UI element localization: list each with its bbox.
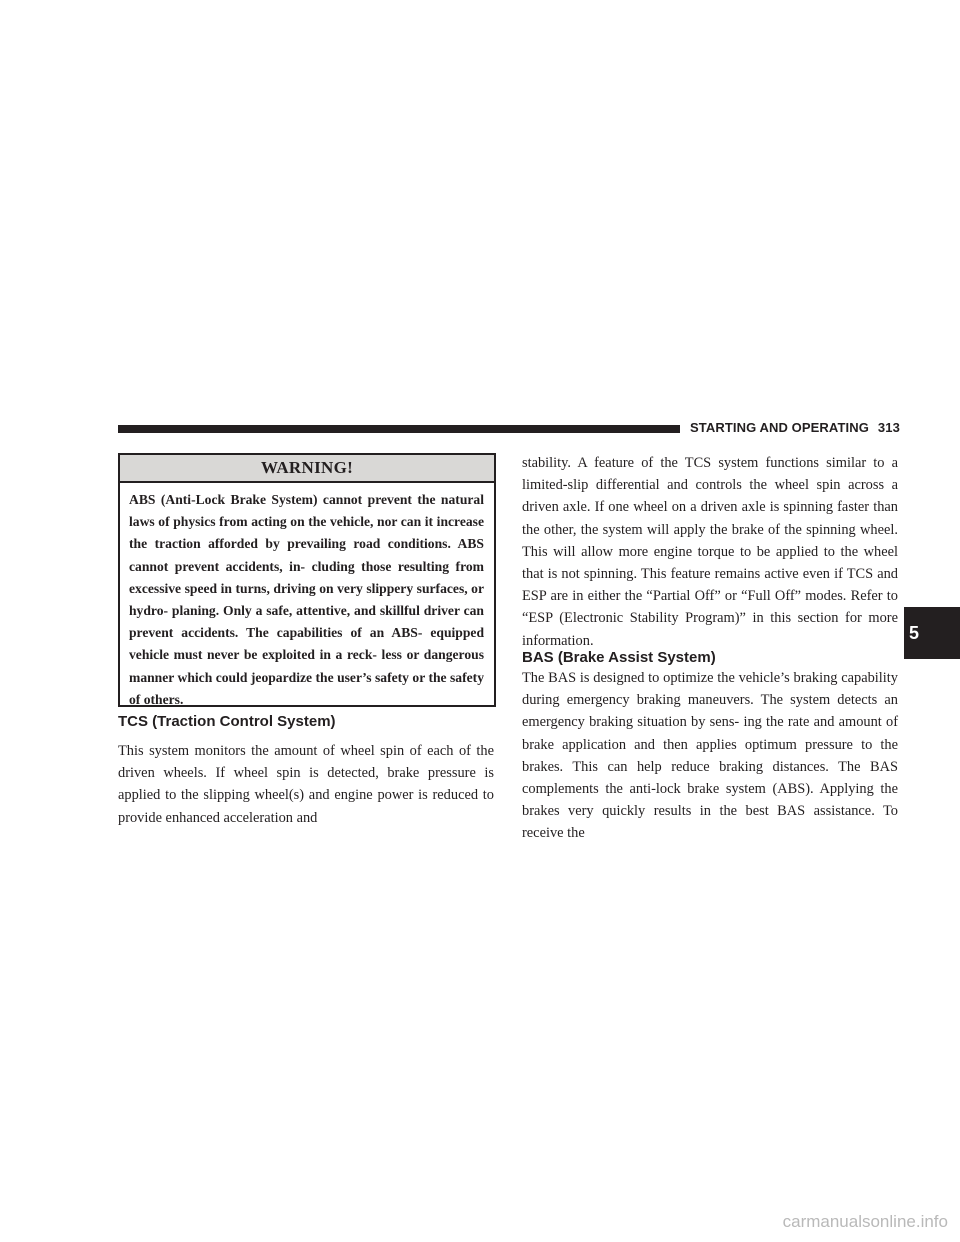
tcs-paragraph: This system monitors the amount of wheel spin of each of the driven wheels. If wheel spin is detected, brake pressure is applied to the slipping wheel(s) and engine power is reduced to provide enhanced acceleration and	[118, 743, 494, 826]
section-title: STARTING AND OPERATING	[690, 420, 869, 435]
page-number: 313	[877, 420, 900, 435]
header-rule	[118, 425, 680, 433]
watermark: carmanualsonline.info	[782, 1212, 948, 1231]
running-header	[690, 420, 900, 435]
warning-box	[118, 453, 496, 707]
bas-heading: BAS (Brake Assist System)	[522, 649, 716, 666]
warning-body: ABS (Anti-Lock Brake System) cannot prevent the natural laws of physics from acting on the vehicle, nor can it increase the traction afforded by prevailing road conditions. ABS cannot prevent accidents, in- cluding those resulting from excessive speed in turns, driving on very slippery surfaces, or hydro- planing. Only a safe, attentive, and skillful driver can prevent accidents. The capabilities of an ABS- equipped vehicle must never be exploited in a reck- less or dangerous manner which could jeopardize the user’s safety or the safety of others.	[129, 492, 484, 707]
chapter-number: 5	[904, 608, 924, 658]
warning-title: WARNING!	[120, 455, 494, 483]
tcs-continuation-paragraph: stability. A feature of the TCS system functions similar to a limited-slip differential and controls the wheel spin across a driven axle. If one wheel on a driven axle is spinning faster than the other, the system will apply the brake of the spinning wheel. This will allow more engine torque to be applied to the wheel that is not spinning. This feature remains active even if TCS and ESP are in either the “Partial Off” or “Full Off” modes. Refer to “ESP (Electronic Stability Program)” in this section for more information.	[522, 455, 898, 649]
tcs-heading: TCS (Traction Control System)	[118, 713, 336, 730]
bas-paragraph: The BAS is designed to optimize the vehicle’s braking capability during emergency braking maneuvers. The system detects an emergency braking situation by sens- ing the rate and amount of brake application and then applies optimum pressure to the brakes. This can help reduce braking distances. The BAS complements the anti-lock brake system (ABS). Applying the brakes very quickly results in the best BAS assistance. To receive the	[522, 670, 898, 842]
